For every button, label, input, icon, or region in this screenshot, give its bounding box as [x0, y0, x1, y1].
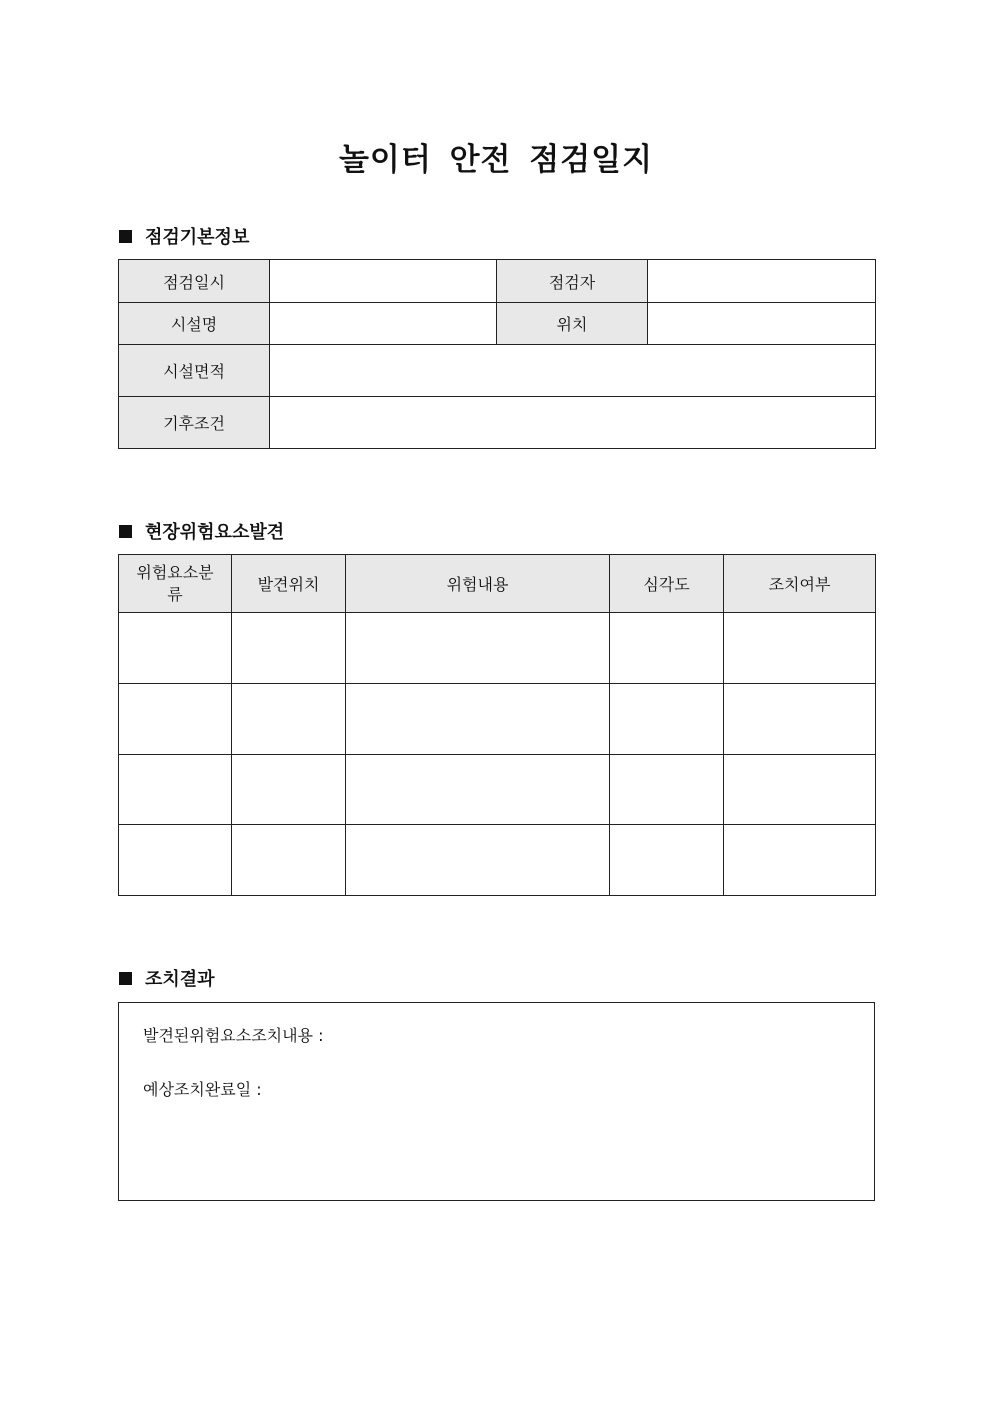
weather-field[interactable]	[270, 397, 876, 449]
weather-label: 기후조건	[119, 397, 270, 449]
severity-cell[interactable]	[610, 684, 724, 755]
facility-name-field[interactable]	[270, 303, 497, 345]
hazard-header-row	[119, 555, 876, 613]
action-result-box[interactable]	[118, 1002, 875, 1201]
action-status-cell[interactable]	[724, 684, 876, 755]
section-hazard-heading	[119, 518, 284, 544]
hazard-table	[118, 554, 876, 896]
location-label: 위치	[497, 303, 648, 345]
location-field[interactable]	[648, 303, 876, 345]
facility-name-label: 시설명	[119, 303, 270, 345]
column-header: 조치여부	[724, 555, 876, 613]
found-location-cell[interactable]	[232, 613, 346, 684]
severity-cell[interactable]	[610, 755, 724, 825]
hazard-content-cell[interactable]	[346, 825, 610, 896]
page-title: 놀이터 안전 점검일지	[338, 142, 654, 178]
hazard-category-cell[interactable]	[119, 613, 232, 684]
inspector-field[interactable]	[648, 260, 876, 303]
found-location-cell[interactable]	[232, 684, 346, 755]
table-row	[119, 755, 876, 825]
square-bullet-icon	[119, 525, 132, 538]
column-header: 심각도	[610, 555, 724, 613]
action-content-label: 발견된위험요소조치내용 :	[143, 1026, 324, 1045]
hazard-content-cell[interactable]	[346, 613, 610, 684]
section-basic-info-title: 점검기본정보	[145, 227, 250, 248]
hazard-category-cell[interactable]	[119, 755, 232, 825]
expected-date-line	[143, 1077, 262, 1100]
section-result-heading	[119, 965, 215, 991]
found-location-cell[interactable]	[232, 755, 346, 825]
section-hazard-title: 현장위험요소발견	[145, 522, 285, 543]
found-location-cell[interactable]	[232, 825, 346, 896]
severity-cell[interactable]	[610, 613, 724, 684]
column-header: 위험내용	[346, 555, 610, 613]
section-result-title: 조치결과	[145, 969, 215, 990]
inspection-datetime-label: 점검일시	[119, 260, 270, 303]
facility-area-field[interactable]	[270, 345, 876, 397]
hazard-category-cell[interactable]	[119, 825, 232, 896]
table-row	[119, 684, 876, 755]
facility-area-label: 시설면적	[119, 345, 270, 397]
inspection-datetime-field[interactable]	[270, 260, 497, 303]
action-status-cell[interactable]	[724, 755, 876, 825]
hazard-content-cell[interactable]	[346, 755, 610, 825]
column-header: 위험요소분 류	[119, 555, 232, 613]
column-header: 발견위치	[232, 555, 346, 613]
section-basic-info-heading	[119, 223, 249, 249]
action-status-cell[interactable]	[724, 825, 876, 896]
table-row	[119, 825, 876, 896]
square-bullet-icon	[119, 230, 132, 243]
hazard-category-cell[interactable]	[119, 684, 232, 755]
square-bullet-icon	[119, 972, 132, 985]
action-content-line	[143, 1023, 324, 1046]
action-status-cell[interactable]	[724, 613, 876, 684]
severity-cell[interactable]	[610, 825, 724, 896]
table-row	[119, 613, 876, 684]
expected-date-label: 예상조치완료일 :	[143, 1080, 262, 1099]
hazard-content-cell[interactable]	[346, 684, 610, 755]
basic-info-table	[118, 259, 876, 449]
inspector-label: 점검자	[497, 260, 648, 303]
